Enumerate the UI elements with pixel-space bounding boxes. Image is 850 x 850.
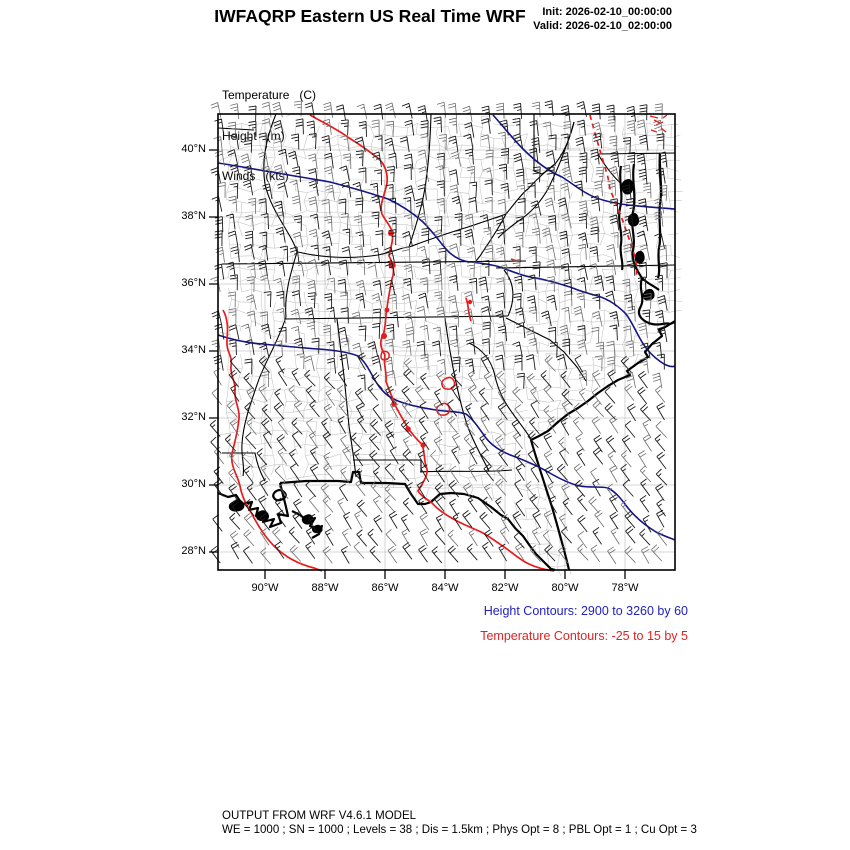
lon-tick-label: 86°W [371, 582, 399, 594]
graticule [218, 114, 675, 570]
lon-tick-label: 78°W [611, 582, 639, 594]
init-time: Init: 2026-02-10_00:00:00 [542, 6, 672, 18]
lon-tick-label: 84°W [431, 582, 459, 594]
map-frame [218, 114, 675, 570]
lon-tick-label: 82°W [491, 582, 519, 594]
legend-winds: Winds (kts) [222, 169, 289, 183]
lon-tick-label: 90°W [251, 582, 279, 594]
temperature-contour-caption: Temperature Contours: -25 to 15 by 5 [480, 629, 688, 643]
lon-tick-label: 80°W [551, 582, 579, 594]
wrf-map-plot [218, 114, 675, 570]
height-contour-caption: Height Contours: 2900 to 3260 by 60 [483, 604, 688, 618]
lat-tick-label: 36°N [181, 277, 206, 289]
lat-tick-label: 40°N [181, 143, 206, 155]
footer-model-line: OUTPUT FROM WRF V4.6.1 MODEL [222, 810, 417, 822]
lat-tick-label: 32°N [181, 411, 206, 423]
run-times [533, 5, 672, 33]
page-title: IWFAQRP Eastern US Real Time WRF [214, 6, 526, 26]
lat-tick-label: 30°N [181, 478, 206, 490]
map-canvas [181, 114, 675, 594]
valid-time: Valid: 2026-02-10_02:00:00 [533, 20, 672, 32]
lat-tick-label: 38°N [181, 210, 206, 222]
footer-config-line: WE = 1000 ; SN = 1000 ; Levels = 38 ; Dis = 1.5km ; Phys Opt = 8 ; PBL Opt = 1 ; Cu Opt = 3 [222, 824, 697, 836]
legend-temperature: Temperature (C) [222, 88, 317, 102]
lat-tick-label: 34°N [181, 344, 206, 356]
state-boundaries [218, 114, 675, 481]
coastline [218, 154, 675, 570]
lat-tick-label: 28°N [181, 545, 206, 557]
lon-tick-label: 88°W [311, 582, 339, 594]
legend-height: Height (m) [222, 128, 285, 143]
